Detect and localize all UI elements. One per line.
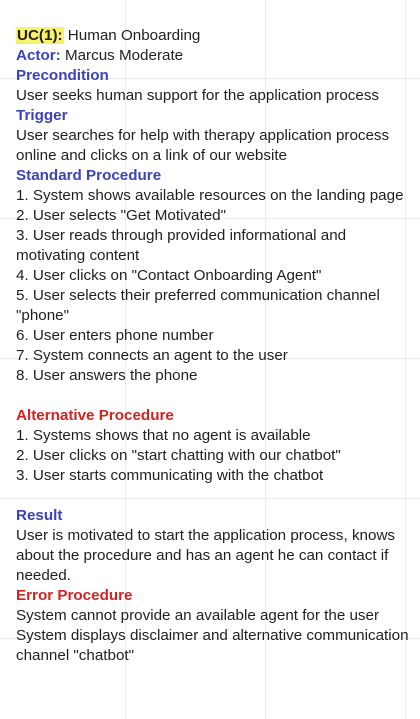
- error-procedure-heading: Error Procedure: [16, 587, 133, 604]
- standard-procedure-steps: [16, 186, 416, 386]
- standard-step: 2. User selects "Get Motivated": [16, 207, 226, 224]
- trigger-text: User searches for help with therapy application process online and clicks on a link of our website: [16, 127, 390, 164]
- alternative-procedure-heading: Alternative Procedure: [16, 407, 174, 424]
- trigger-heading: Trigger: [16, 107, 68, 124]
- result-text: User is motivated to start the application process, knows about the procedure and has an agent he can contact if needed.: [16, 527, 396, 584]
- use-case-document: [16, 26, 416, 666]
- standard-step: 6. User enters phone number: [16, 327, 214, 344]
- use-case-id: UC(1):: [17, 27, 63, 44]
- result-heading: Result: [16, 507, 63, 524]
- use-case-title: Human Onboarding: [67, 27, 201, 44]
- standard-step: 5. User selects their preferred communication channel "phone": [16, 287, 380, 324]
- section-gap: [16, 486, 416, 506]
- precondition-heading: Precondition: [16, 67, 109, 84]
- use-case-title-line: [16, 26, 416, 46]
- standard-step: 3. User reads through provided informational and motivating content: [16, 227, 347, 264]
- standard-step: 7. System connects an agent to the user: [16, 347, 288, 364]
- alternative-step: 2. User clicks on "start chatting with our chatbot": [16, 447, 341, 464]
- error-procedure-line: System displays disclaimer and alternative communication channel "chatbot": [16, 627, 409, 664]
- actor-line: [16, 46, 416, 66]
- standard-step: 1. System shows available resources on the landing page: [16, 187, 404, 204]
- standard-step: 8. User answers the phone: [16, 367, 198, 384]
- alternative-step: 3. User starts communicating with the chatbot: [16, 467, 324, 484]
- standard-step: 4. User clicks on "Contact Onboarding Agent": [16, 267, 322, 284]
- actor-label: Actor:: [16, 47, 61, 64]
- error-procedure-line: System cannot provide an available agent for the user: [16, 607, 380, 624]
- standard-procedure-heading: Standard Procedure: [16, 167, 162, 184]
- alternative-step: 1. Systems shows that no agent is available: [16, 427, 311, 444]
- alternative-procedure-steps: [16, 426, 416, 486]
- section-gap: [16, 386, 416, 406]
- precondition-text: User seeks human support for the application process: [16, 87, 380, 104]
- actor-name: Marcus Moderate: [64, 47, 184, 64]
